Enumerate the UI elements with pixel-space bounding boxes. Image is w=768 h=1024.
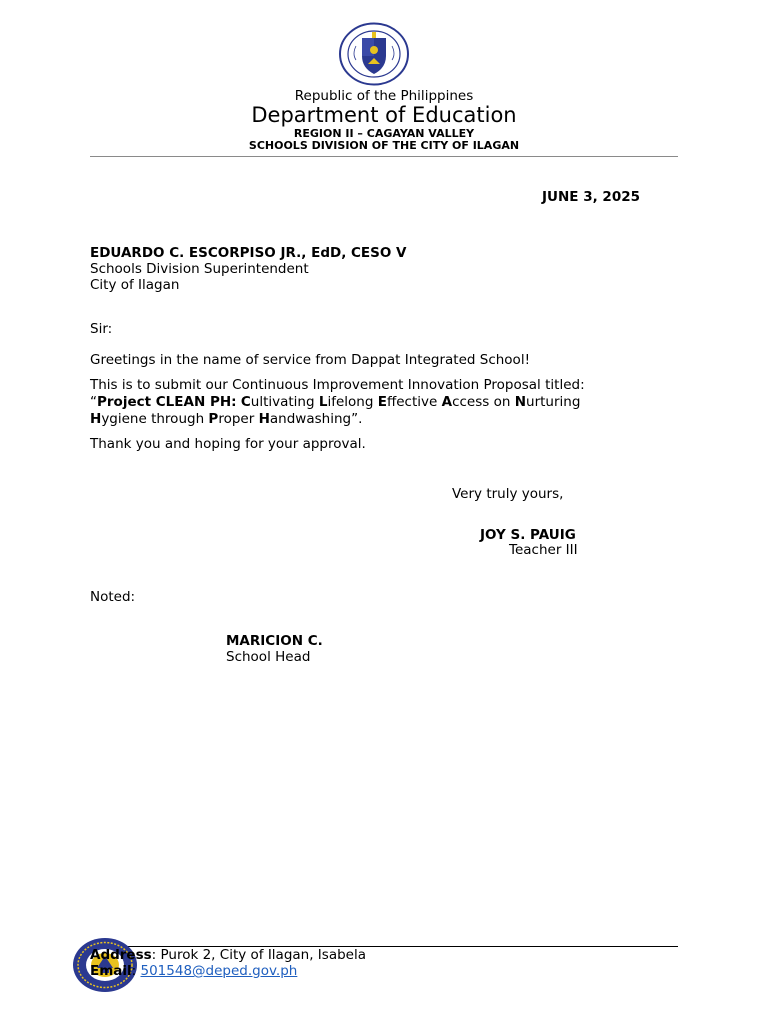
signatory-title: Teacher III <box>509 542 578 558</box>
email-line: Email: 501548@deped.gov.ph <box>90 963 298 979</box>
address-line: Address: Purok 2, City of Ilagan, Isabela <box>90 947 366 963</box>
recipient-location: City of Ilagan <box>90 277 180 293</box>
project-title: “Project CLEAN PH: Cultivating Lifelong Effective Access on Nurturing Hygiene through Proper Handwashing”. <box>90 394 581 427</box>
project-name: Project CLEAN PH: <box>97 394 237 410</box>
thanks-line: Thank you and hoping for your approval. <box>90 436 366 452</box>
deped-seal-icon <box>338 22 410 86</box>
noted-label: Noted: <box>90 589 136 605</box>
greeting: Greetings in the name of service from Dappat Integrated School! <box>90 352 530 368</box>
school-head-name: MARICION C. <box>226 633 323 649</box>
recipient-title: Schools Division Superintendent <box>90 261 309 277</box>
footer-contact <box>90 947 366 979</box>
recipient-block <box>90 245 407 293</box>
closing-line: Very truly yours, <box>452 486 564 502</box>
school-head-title: School Head <box>226 649 311 665</box>
signatory-name: JOY S. PAUIG <box>480 527 576 543</box>
proposal-intro: This is to submit our Continuous Improvement Innovation Proposal titled: <box>90 377 585 393</box>
salutation: Sir: <box>90 321 113 337</box>
republic-line: Republic of the Philippines <box>294 88 474 104</box>
header-divider <box>90 156 678 157</box>
proposal-paragraph <box>90 377 690 428</box>
email-link[interactable]: 501548@deped.gov.ph <box>140 963 298 979</box>
department-title: Department of Education <box>251 103 517 127</box>
recipient-name: EDUARDO C. ESCORPISO JR., EdD, CESO V <box>90 245 407 261</box>
division-line: SCHOOLS DIVISION OF THE CITY OF ILAGAN <box>248 139 520 152</box>
letter-date: JUNE 3, 2025 <box>542 189 641 205</box>
region-line: REGION II – CAGAYAN VALLEY <box>293 127 475 140</box>
